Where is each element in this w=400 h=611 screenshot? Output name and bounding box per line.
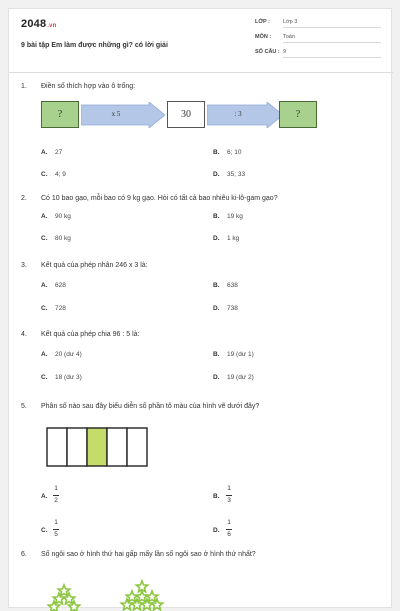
option-b-letter[interactable]: B. [213,149,220,156]
option-c-letter[interactable]: C. [41,235,48,242]
option-c-value[interactable]: 18 (dư 3) [55,374,82,381]
option-b-letter[interactable]: B. [213,282,220,289]
question-text: Điền số thích hợp vào ô trống: [41,83,136,90]
option-c-value[interactable]: 4; 9 [55,171,66,178]
option-b-value[interactable]: 638 [227,282,238,289]
option-a-value[interactable]: 90 kg [55,213,71,220]
unshaded-part [107,428,127,466]
option-a-value[interactable]: 628 [55,282,66,289]
unshaded-part [67,428,87,466]
question-number: 4. [21,331,27,338]
fraction-bar [226,529,232,530]
denominator: 5 [54,530,58,538]
option-a-letter[interactable]: A. [41,351,48,358]
option-b-fraction[interactable] [226,486,232,504]
option-d-value[interactable]: 738 [227,305,238,312]
numerator: 1 [54,485,58,492]
option-d-letter[interactable]: D. [213,527,220,534]
option-a-letter[interactable]: A. [41,282,48,289]
option-d-fraction[interactable] [226,520,232,538]
numerator: 1 [54,519,58,526]
stars-figure [39,577,179,611]
option-d-letter[interactable]: D. [213,235,220,242]
option-a-value[interactable]: 20 (dư 4) [55,351,82,358]
denominator: 6 [227,530,231,538]
fraction-bar [226,495,232,496]
option-c-letter[interactable]: C. [41,171,48,178]
fraction-bar [53,495,59,496]
option-a-letter[interactable]: A. [41,493,48,500]
count-label: SỐ CÂU : [255,49,280,55]
class-value: Lớp 3 [283,19,381,28]
count-value: 9 [283,49,381,58]
class-label: LỚP : [255,19,270,25]
unknown-box-left: ? [41,101,79,128]
question-number: 1. [21,83,27,90]
question-number: 3. [21,262,27,269]
unshaded-part [47,428,67,466]
question-text: Kết quả của phép nhân 246 x 3 là: [41,262,148,269]
question-number: 2. [21,195,27,202]
star-icon [136,581,147,592]
option-d-value[interactable]: 19 (dư 2) [227,374,254,381]
option-a-letter[interactable]: A. [41,213,48,220]
option-c-value[interactable]: 728 [55,305,66,312]
option-c-fraction[interactable] [53,520,59,538]
unknown-box-right: ? [279,101,317,128]
option-a-value[interactable]: 27 [55,149,63,156]
option-c-letter[interactable]: C. [41,374,48,381]
option-d-letter[interactable]: D. [213,374,220,381]
option-b-letter[interactable]: B. [213,351,220,358]
subject-label: MÔN : [255,34,272,40]
option-b-letter[interactable]: B. [213,213,220,220]
fraction-bar [53,529,59,530]
option-d-letter[interactable]: D. [213,305,220,312]
logo-suffix: .vn [47,23,57,29]
question-text: Số ngôi sao ở hình thứ hai gấp mấy lần số ngôi sao ở hình thứ nhất? [41,551,256,558]
denominator: 3 [227,496,231,504]
option-c-letter[interactable]: C. [41,527,48,534]
subject-value: Toán [283,34,381,43]
unshaded-part [127,428,147,466]
worksheet-header [9,9,393,73]
question-number: 5. [21,403,27,410]
site-logo[interactable] [21,18,57,30]
shaded-part [87,428,107,466]
option-b-value[interactable]: 19 (dư 1) [227,351,254,358]
question-text: Kết quả của phép chia 96 : 5 là: [41,331,140,338]
worksheet-page [8,8,392,608]
option-c-value[interactable]: 80 kg [55,235,71,242]
numerator: 1 [227,485,231,492]
question-text: Có 10 bao gạo, mỗi bao có 9 kg gạo. Hỏi có tất cả bao nhiêu ki-lô-gam gạo? [41,195,278,202]
option-b-value[interactable]: 6; 10 [227,149,242,156]
option-c-letter[interactable]: C. [41,305,48,312]
question-number: 6. [21,551,27,558]
option-d-value[interactable]: 1 kg [227,235,240,242]
option-d-letter[interactable]: D. [213,171,220,178]
worksheet-title: 9 bài tập Em làm được những gì? có lời giải [21,42,168,49]
known-value-box: 30 [167,101,205,128]
question-text: Phân số nào sau đây biểu diễn số phần tô màu của hình vẽ dưới đây? [41,403,260,410]
option-d-value[interactable]: 35; 33 [227,171,246,178]
denominator: 2 [54,496,58,504]
divide-operation: : 3 [234,110,242,118]
fraction-bar-figure [46,427,148,467]
multiply-operation: x 5 [111,110,121,118]
logo-number: 2048 [21,18,47,30]
option-b-letter[interactable]: B. [213,493,220,500]
option-b-value[interactable]: 19 kg [227,213,243,220]
numerator: 1 [227,519,231,526]
option-a-letter[interactable]: A. [41,149,48,156]
option-a-fraction[interactable] [53,486,59,504]
